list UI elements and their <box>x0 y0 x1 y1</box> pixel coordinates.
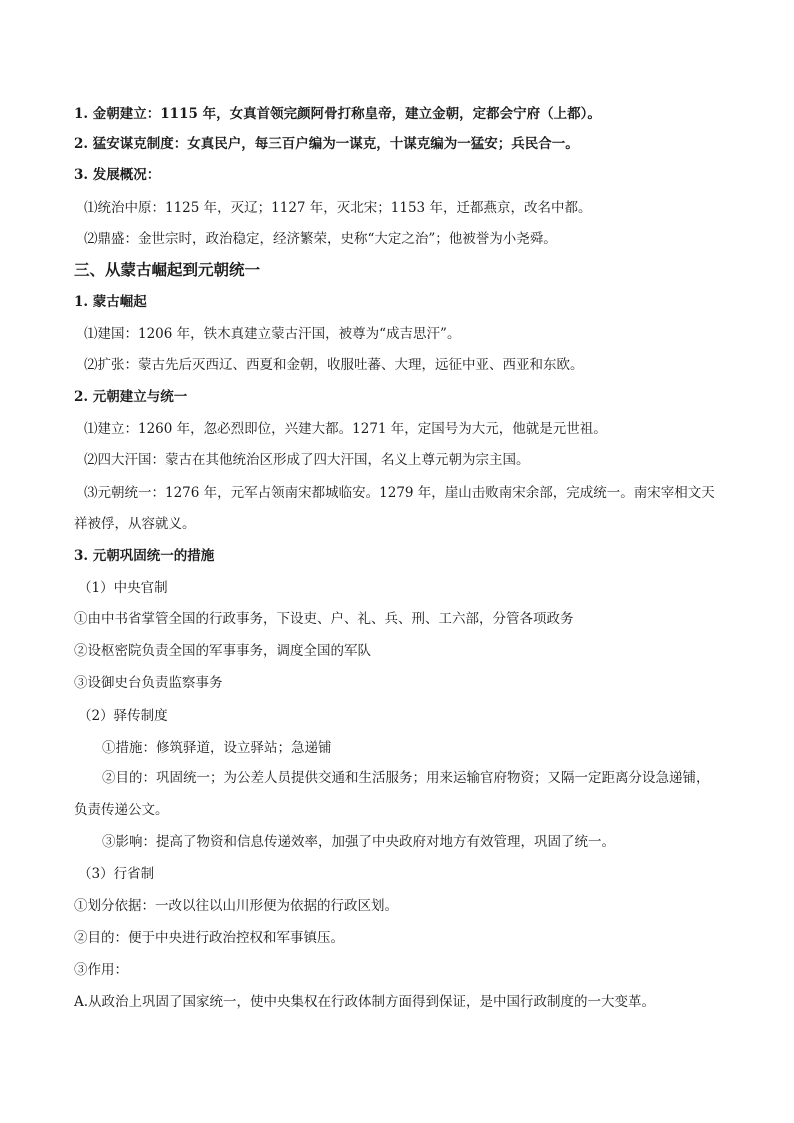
heading-mengan-mouke: 2. 猛安谋克制度：女真民户，每三百户编为一谋克，十谋克编为一猛安；兵民合一。 <box>74 136 579 152</box>
item-yuan-established: ⑴建立：1260 年，忽必烈即位，兴建大都。1271 年，定国号为大元，他就是元世祖。 <box>84 421 607 437</box>
item-postal-purpose-cont: 负责传递公文。 <box>74 802 169 818</box>
heading-mongol-rise: 1. 蒙古崛起 <box>74 294 147 310</box>
item-province-effect-a: A.从政治上巩固了国家统一，使中央集权在行政体制方面得到保证，是中国行政制度的一大变革。 <box>74 994 656 1010</box>
item-four-khanates: ⑵四大汗国：蒙古在其他统治区形成了四大汗国，名义上尊元朝为宗主国。 <box>84 452 530 468</box>
item-postal-impact: ③影响：提高了物资和信息传递效率，加强了中央政府对地方有效管理，巩固了统一。 <box>102 834 615 850</box>
item-founding-state: ⑴建国：1206 年，铁木真建立蒙古汗国，被尊为“成吉思汗”。 <box>84 326 461 342</box>
heading-consolidation-measures: 3. 元朝巩固统一的措施 <box>74 548 215 564</box>
heading-yuan-founding: 2. 元朝建立与统一 <box>74 389 188 405</box>
item-expansion: ⑵扩张：蒙古先后灭西辽、西夏和金朝，收服吐蕃、大理，远征中亚、西亚和东欧。 <box>84 357 584 373</box>
item-province-basis: ①划分依据：一改以往以山川形便为依据的行政区划。 <box>74 898 398 914</box>
item-yuan-unification-cont: 祥被俘，从容就义。 <box>74 516 196 532</box>
heading-development: 3. 发展概况： <box>74 167 161 183</box>
item-postal-measures: ①措施：修筑驿道，设立驿站；急递铺 <box>102 740 332 756</box>
item-peak: ⑵鼎盛：金世宗时，政治稳定，经济繁荣，史称“大定之治”；他被誉为小尧舜。 <box>84 231 557 247</box>
item-province-purpose: ②目的：便于中央进行政治控权和军事镇压。 <box>74 930 344 946</box>
section-title-mongol-yuan: 三、从蒙古崛起到元朝统一 <box>74 260 261 279</box>
item-yushitai: ③设御史台负责监察事务 <box>74 675 223 691</box>
item-rule-central-plains: ⑴统治中原：1125 年，灭辽；1127 年，灭北宋；1153 年，迁都燕京，改名中都。 <box>84 200 592 216</box>
item-yuan-unification: ⑶元朝统一：1276 年，元军占领南宋都城临安。1279 年，崖山击败南宋余部，完成统一。南宋宰相文天 <box>84 485 715 501</box>
subheading-postal-system: （2）驿传制度 <box>78 708 168 724</box>
item-province-effect: ③作用： <box>74 962 128 978</box>
item-shumiyuan: ②设枢密院负责全国的军事事务，调度全国的军队 <box>74 643 371 659</box>
item-zhongshusheng: ①由中书省掌管全国的行政事务，下设吏、户、礼、兵、刑、工六部，分管各项政务 <box>74 611 574 627</box>
heading-jin-founding: 1. 金朝建立：1115 年，女真首领完颜阿骨打称皇帝，建立金朝，定都会宁府（上都）。 <box>74 106 601 122</box>
subheading-province-system: （3）行省制 <box>78 866 155 882</box>
subheading-central-officials: （1）中央官制 <box>78 580 168 596</box>
item-postal-purpose: ②目的：巩固统一；为公差人员提供交通和生活服务；用来运输官府物资；又隔一定距离分设急递铺， <box>102 770 710 786</box>
